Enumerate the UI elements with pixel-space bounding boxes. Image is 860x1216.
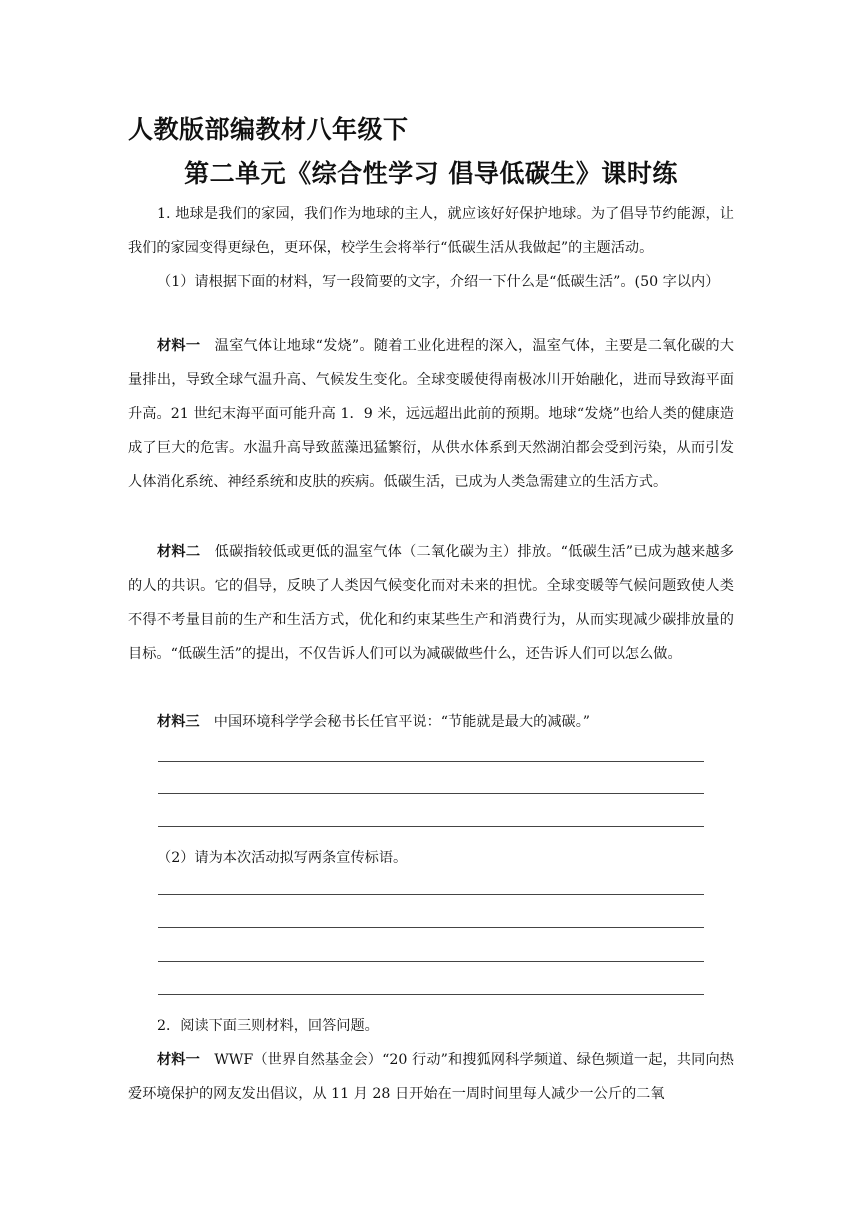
document-subtitle: 第二单元《综合性学习 倡导低碳生》课时练 [184,159,678,188]
answer-line [158,894,704,895]
material-2 [128,535,734,671]
answer-line [158,994,704,995]
material-1-text: 温室气体让地球“发烧”。随着工业化进程的深入，温室气体，主要是二氧化碳的大量排出，导致全球气温升高、气候发生变化。全球变暖使得南极冰川开始融化，进而导致海平面升高。21 世纪末海平面可能升高 1．9 米，远远超出此前的预期。地球“发烧”也给人类的健康造成了巨大的危害。水温升高导致蓝藻迅猛繁衍，从供水体系到天然湖泊都会受到污染，从而引发人体消化系统、神经系统和皮肤的疾病。低碳生活，已成为人类急需建立的生活方式。 [128,338,734,490]
question-2-intro: 2．阅读下面三则材料，回答问题。 [157,1018,379,1034]
material-1-label: 材料一 [157,338,201,354]
material-3-text: 中国环境科学学会秘书长任官平说：“节能就是最大的减碳。” [199,714,591,730]
document-title: 人教版部编教材八年级下 [128,115,409,144]
question-2-material-1-label: 材料一 [157,1052,200,1068]
material-2-text: 低碳指较低或更低的温室气体（二氧化碳为主）排放。“低碳生活”已成为越来越多的人的共识。它的倡导，反映了人类因气候变化而对未来的担忧。全球变暖等气候问题致使人类不得不考量目前的生产和生活方式，优化和约束某些生产和消费行为，从而实现减少碳排放量的目标。“低碳生活”的提出，不仅告诉人们可以为减碳做些什么，还告诉人们可以怎么做。 [128,544,734,662]
answer-line [158,927,704,928]
answer-line [158,826,704,827]
material-2-label: 材料二 [157,544,201,560]
answer-line [158,793,704,794]
material-3 [128,705,734,739]
answer-line [158,761,704,762]
question-1-part-1: （1）请根据下面的材料，写一段简要的文字，介绍一下什么是“低碳生活”。(50 字以内） [157,274,720,290]
material-3-label: 材料三 [157,714,200,730]
question-1-intro: 1. 地球是我们的家园，我们作为地球的主人，就应该好好保护地球。为了倡导节约能源，让我们的家园变得更绿色，更环保，校学生会将举行“低碳生活从我做起”的主题活动。 [128,206,734,256]
question-1-part-2: （2）请为本次活动拟写两条宣传标语。 [157,850,408,866]
question-2-material-1 [128,1043,734,1111]
answer-line [158,961,704,962]
material-1 [128,329,734,499]
question-2-material-1-text: WWF（世界自然基金会）“20 行动”和搜狐网科学频道、绿色频道一起，共同向热爱环境保护的网友发出倡议，从 11 月 28 日开始在一周时间里每人减少一公斤的二氧 [128,1052,734,1102]
